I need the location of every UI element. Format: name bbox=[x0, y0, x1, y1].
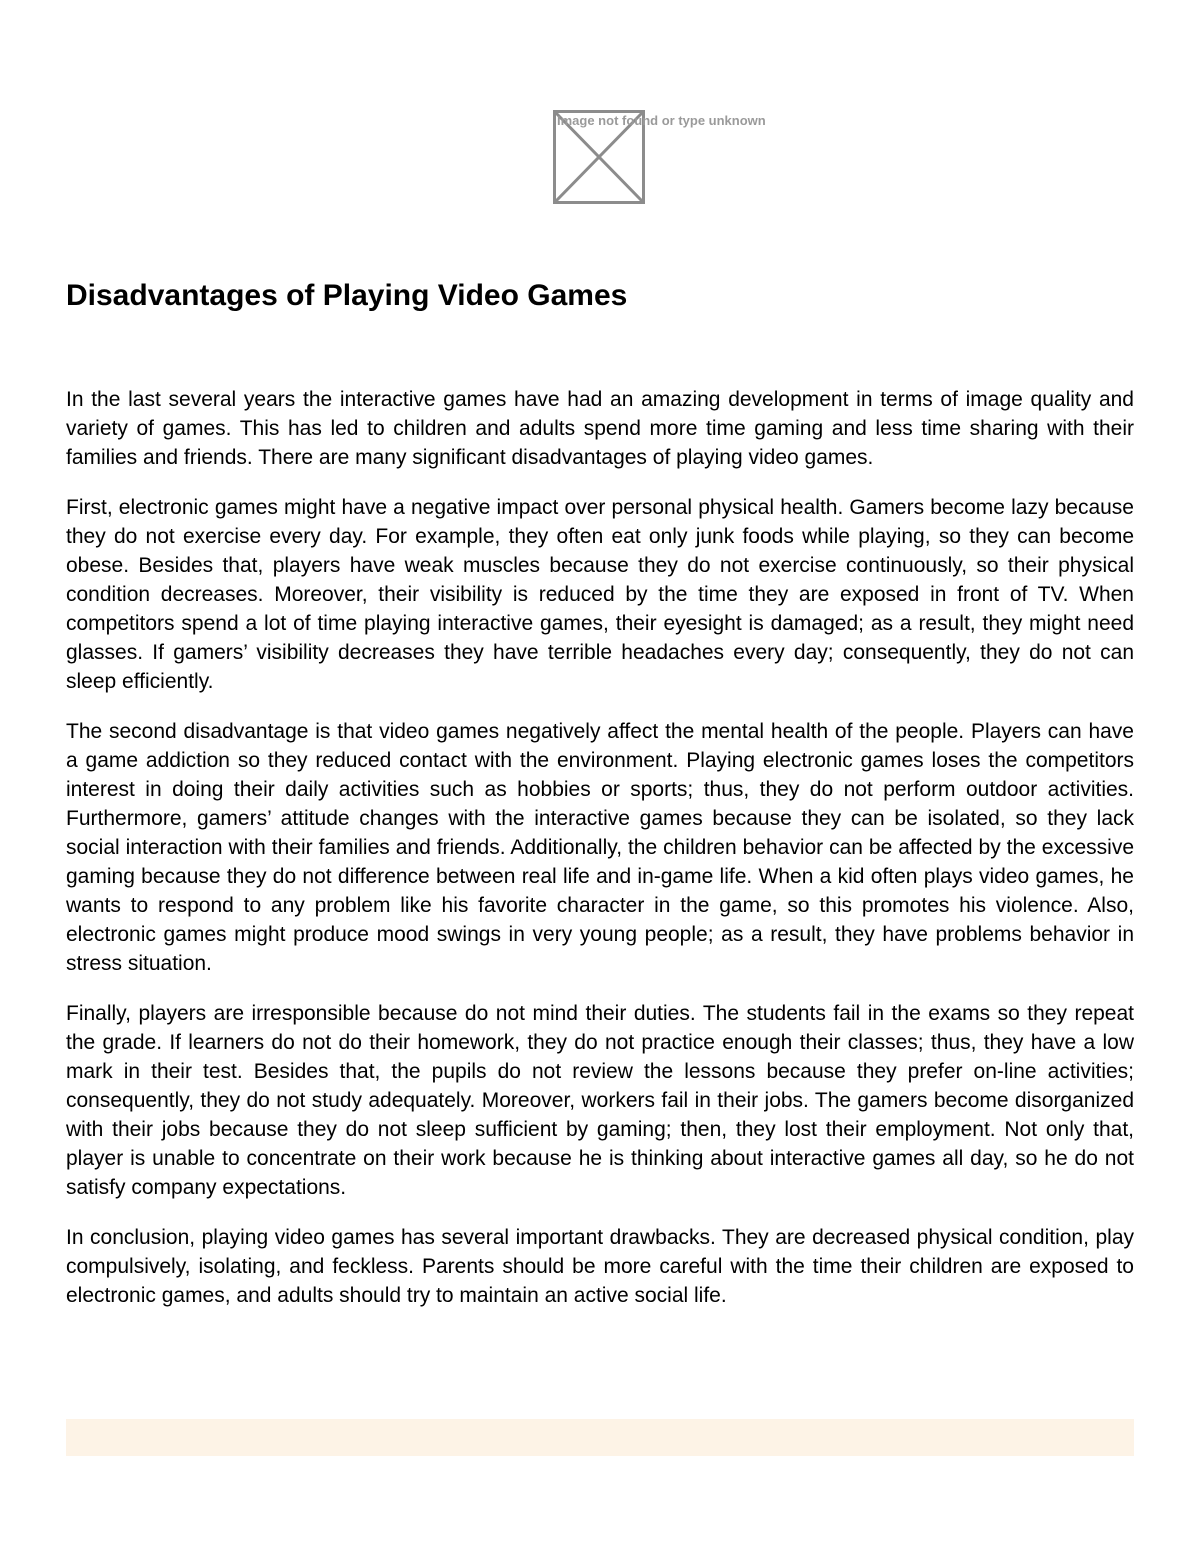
paragraph-introduction: In the last several years the interactive games have had an amazing development in terms of image quality and variety of games. This has led to children and adults spend more time gaming and less time sharing with their families and friends. There are many significant disadvantages of playing video games. bbox=[66, 388, 1134, 469]
image-alt-text: Image not found or type unknown bbox=[557, 113, 766, 128]
paragraph-conclusion: In conclusion, playing video games has several important drawbacks. They are decreased physical condition, play compulsively, isolating, and feckless. Parents should be more careful with the time their children are exposed to electronic games, and adults should try to maintain an active social life. bbox=[66, 1226, 1134, 1307]
essay-body bbox=[66, 385, 1134, 1331]
footer-band bbox=[66, 1419, 1134, 1456]
paragraph-responsibility: Finally, players are irresponsible because do not mind their duties. The students fail in the exams so they repeat the grade. If learners do not do their homework, they do not practice enough their classes; thus, they have a low mark in their test. Besides that, the pupils do not review the lessons because they prefer on-line activities; consequently, they do not study adequately. Moreover, workers fail in their jobs. The gamers become disorganized with their jobs because they do not sleep sufficient by gaming; then, they lost their employment. Not only that, player is unable to concentrate on their work because he is thinking about interactive games all day, so he do not satisfy company expectations. bbox=[66, 1002, 1134, 1199]
paragraph-physical-health: First, electronic games might have a negative impact over personal physical health. Gamers become lazy because they do not exercise every day. For example, they often eat only junk foods while playing, so they can become obese. Besides that, players have weak muscles because they do not exercise continuously, so their physical condition decreases. Moreover, their visibility is reduced by the time they are exposed in front of TV. When competitors spend a lot of time playing interactive games, their eyesight is damaged; as a result, they might need glasses. If gamers’ visibility decreases they have terrible headaches every day; consequently, they do not can sleep efficiently. bbox=[66, 496, 1134, 693]
document-title: Disadvantages of Playing Video Games bbox=[66, 279, 628, 312]
paragraph-mental-health: The second disadvantage is that video games negatively affect the mental health of the people. Players can have a game addiction so they reduced contact with the environment. Playing electronic games loses the competitors interest in doing their daily activities such as hobbies or sports; thus, they do not perform outdoor activities. Furthermore, gamers’ attitude changes with the interactive games because they can be isolated, so they lack social interaction with their families and friends. Additionally, the children behavior can be affected by the excessive gaming because they do not difference between real life and in-game life. When a kid often plays video games, he wants to respond to any problem like his favorite character in the game, so this promotes his violence. Also, electronic games might produce mood swings in very young people; as a result, they have problems behavior in stress situation. bbox=[66, 720, 1134, 975]
broken-image-placeholder bbox=[553, 110, 766, 204]
